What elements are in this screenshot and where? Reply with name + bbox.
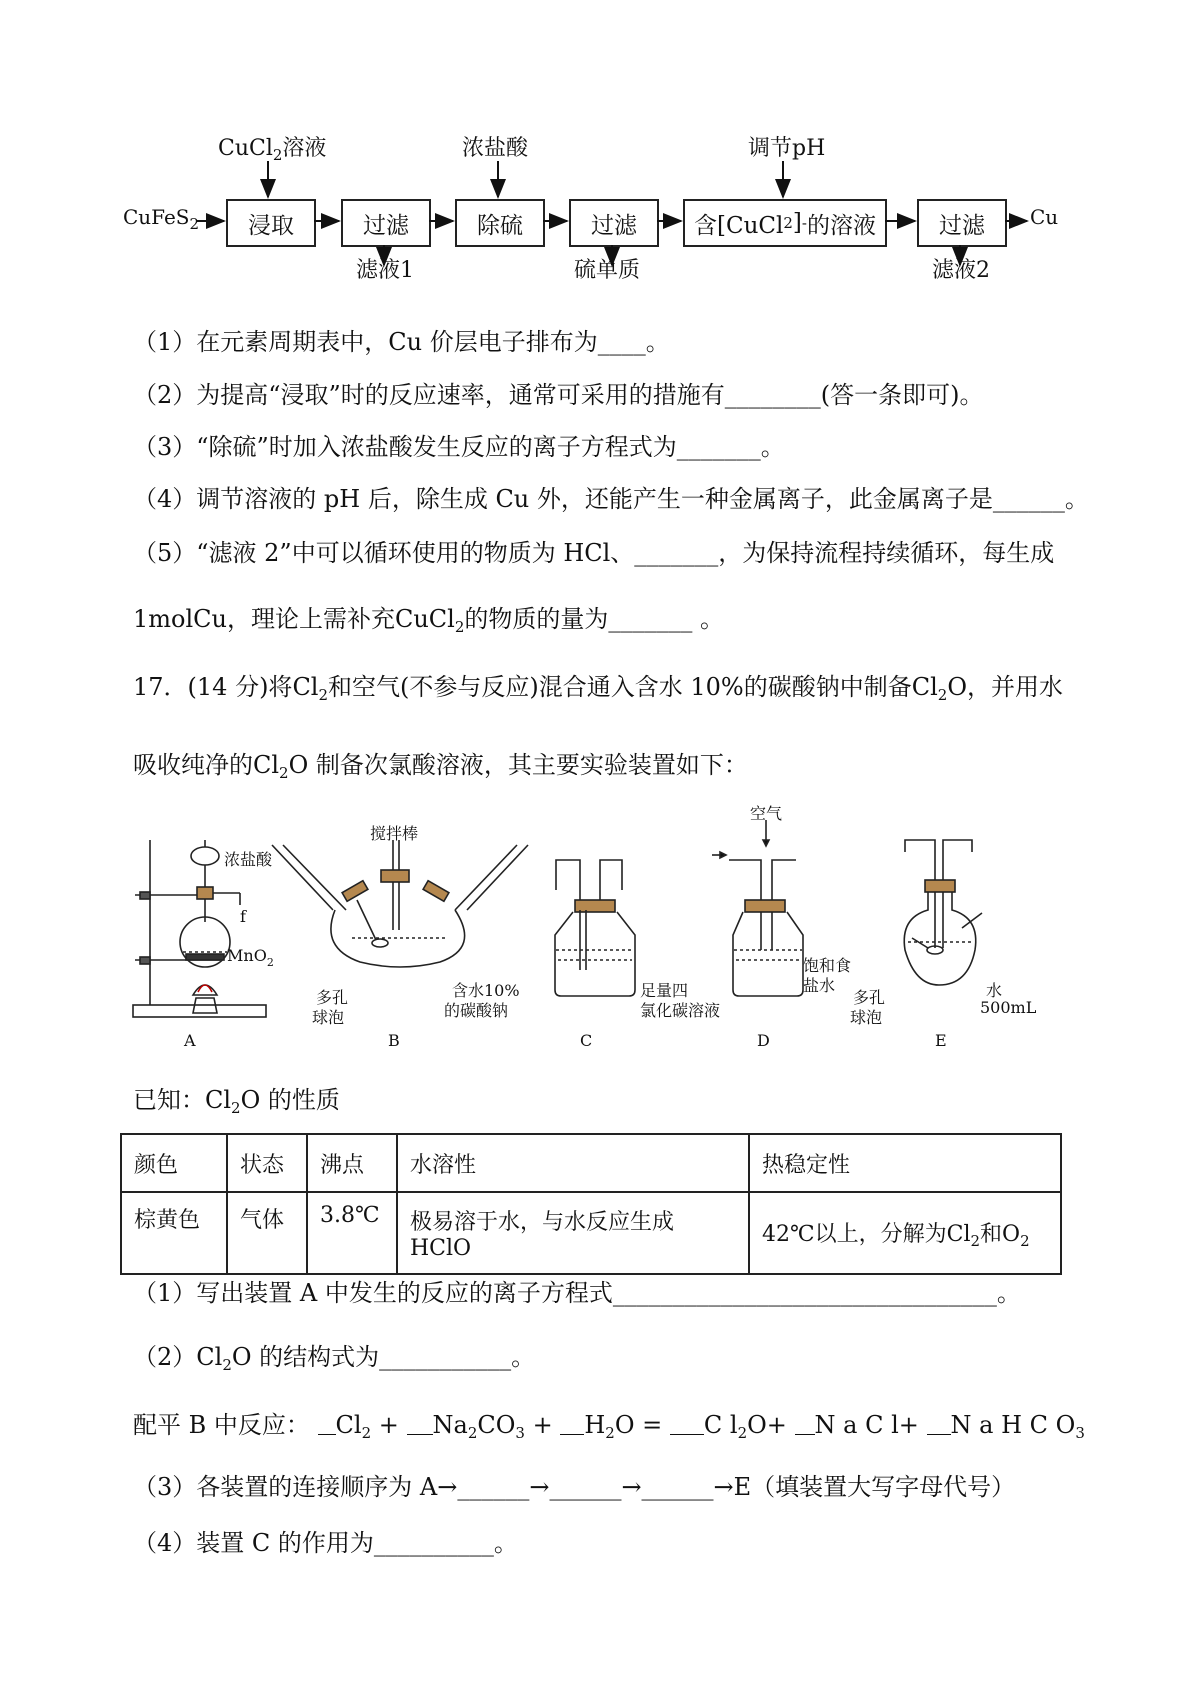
q16-item3: （3）“除硫”时加入浓盐酸发生反应的离子方程式为_______。 <box>133 433 785 461</box>
apparatus-letter-a: A <box>184 1031 196 1050</box>
flow-box-filter3: 过滤 <box>917 199 1007 247</box>
apparatus-b-bubbler-label-1: 多孔 <box>316 988 349 1007</box>
flow-arrows <box>0 0 1200 300</box>
header-boiling-point: 沸点 <box>307 1134 397 1192</box>
apparatus-b-solution-label-1: 含水10% <box>452 981 520 1000</box>
flow-box-solution: 含[CuCl 2 ] - 的溶液 <box>683 199 887 247</box>
q16-item4: （4）调节溶液的 pH 后，除生成 Cu 外，还能产生一种金属离子，此金属离子是______。 <box>133 485 1089 513</box>
apparatus-e-volume-label: 500mL <box>980 998 1037 1017</box>
cell-stability: 42℃以上，分解为$Cl_2$和$O_2$ <box>749 1192 1061 1274</box>
header-solubility: 水溶性 <box>397 1134 749 1192</box>
flow-output-filtrate2: 滤液2 <box>932 258 990 283</box>
table-row <box>121 1192 1061 1274</box>
header-stability: 热稳定性 <box>749 1134 1061 1192</box>
apparatus-d-brine-label-2: 盐水 <box>803 976 836 995</box>
apparatus-c-ccl4-label-2: 氯化碳溶液 <box>640 1001 721 1020</box>
apparatus-letter-b: B <box>388 1031 400 1050</box>
flow-input-ph: 调节pH <box>748 136 826 161</box>
properties-table <box>120 1133 1062 1275</box>
header-color: 颜色 <box>121 1134 227 1192</box>
flow-output-sulfur: 硫单质 <box>574 258 641 283</box>
flow-box-filter1: 过滤 <box>341 199 431 247</box>
q17-item3: （3）各装置的连接顺序为 A→______→______→______→E（填装置大写字母代号） <box>133 1473 1016 1501</box>
header-state: 状态 <box>227 1134 307 1192</box>
q17-item4: （4）装置 C 的作用为__________。 <box>133 1529 518 1557</box>
q17-intro-line2: 吸收纯净的$Cl_2O$ 制备次氯酸溶液，其主要实验装置如下： <box>133 751 748 782</box>
flow-input-cucl2: CuCl$_2$溶液 <box>218 136 327 164</box>
cell-solubility: 极易溶于水，与水反应生成 HClO <box>397 1192 749 1274</box>
cell-color: 棕黄色 <box>121 1192 227 1274</box>
apparatus-letter-d: D <box>757 1031 770 1050</box>
apparatus-b-bubbler-label-2: 球泡 <box>312 1008 345 1027</box>
apparatus-a-f-label: f <box>240 907 246 926</box>
apparatus-e-bubbler-label-1: 多孔 <box>853 988 886 1007</box>
apparatus-drawing <box>0 800 1200 1070</box>
apparatus-a-mno2-label: MnO$_2$ <box>227 946 274 969</box>
apparatus-b-stirrer-label: 搅拌棒 <box>370 824 419 843</box>
flow-output-filtrate1: 滤液1 <box>356 258 414 283</box>
q17-intro-line1: 17．(14 分)将$Cl_2$和空气(不参与反应)混合通入含水 10%的碳酸钠中制备$Cl_2O$，并用水 <box>133 673 1064 704</box>
flow-box-leach: 浸取 <box>226 199 316 247</box>
q17-balance-equation: 配平 B 中反应： $Cl_2 + Na_2CO_3 + H_2O = C$ $l_2O+ N$ a C l+ N a H C $O_3$ <box>133 1411 1085 1442</box>
flow-end: Cu <box>1030 205 1059 229</box>
apparatus-e-bubbler-label-2: 球泡 <box>850 1008 883 1027</box>
apparatus-a-hcl-label: 浓盐酸 <box>224 850 273 869</box>
q16-item1: （1）在元素周期表中，Cu 价层电子排布为____。 <box>133 328 670 356</box>
apparatus-letter-c: C <box>580 1031 593 1050</box>
apparatus-c-ccl4-label-1: 足量四 <box>640 981 689 1000</box>
apparatus-b-solution-label-2: 的碳酸钠 <box>444 1001 509 1020</box>
q16-item5: （5）“滤液 2”中可以循环使用的物质为 HCl、_______，为保持流程持续循环，每生成 <box>133 539 1055 567</box>
apparatus-d-air-label: 空气 <box>750 804 783 823</box>
table-header-row <box>121 1134 1061 1192</box>
apparatus-e-water-label: 水 <box>986 981 1003 1000</box>
q17-item1: （1）写出装置 A 中发生的反应的离子方程式________________________________。 <box>133 1279 1021 1307</box>
cell-state: 气体 <box>227 1192 307 1274</box>
flow-box-filter2: 过滤 <box>569 199 659 247</box>
flow-start: CuFeS$_2$ <box>123 205 200 233</box>
q16-item2: （2）为提高“浸取”时的反应速率，通常可采用的措施有________(答一条即可)。 <box>133 381 984 409</box>
q17-item2: $(2)Cl_2O$ 的结构式为___________。 <box>133 1343 536 1374</box>
flow-input-hcl: 浓盐酸 <box>462 136 529 161</box>
flow-box-desulfur: 除硫 <box>455 199 545 247</box>
known-heading: 已知：$Cl_2O$ 的性质 <box>133 1086 340 1117</box>
cell-boiling-point: 3.8℃ <box>307 1192 397 1274</box>
q16-item5-line2: 1molCu，理论上需补充CuCl$_2$的物质的量为_______ 。 <box>133 605 725 636</box>
apparatus-letter-e: E <box>935 1031 947 1050</box>
apparatus-d-brine-label-1: 饱和食 <box>803 956 852 975</box>
